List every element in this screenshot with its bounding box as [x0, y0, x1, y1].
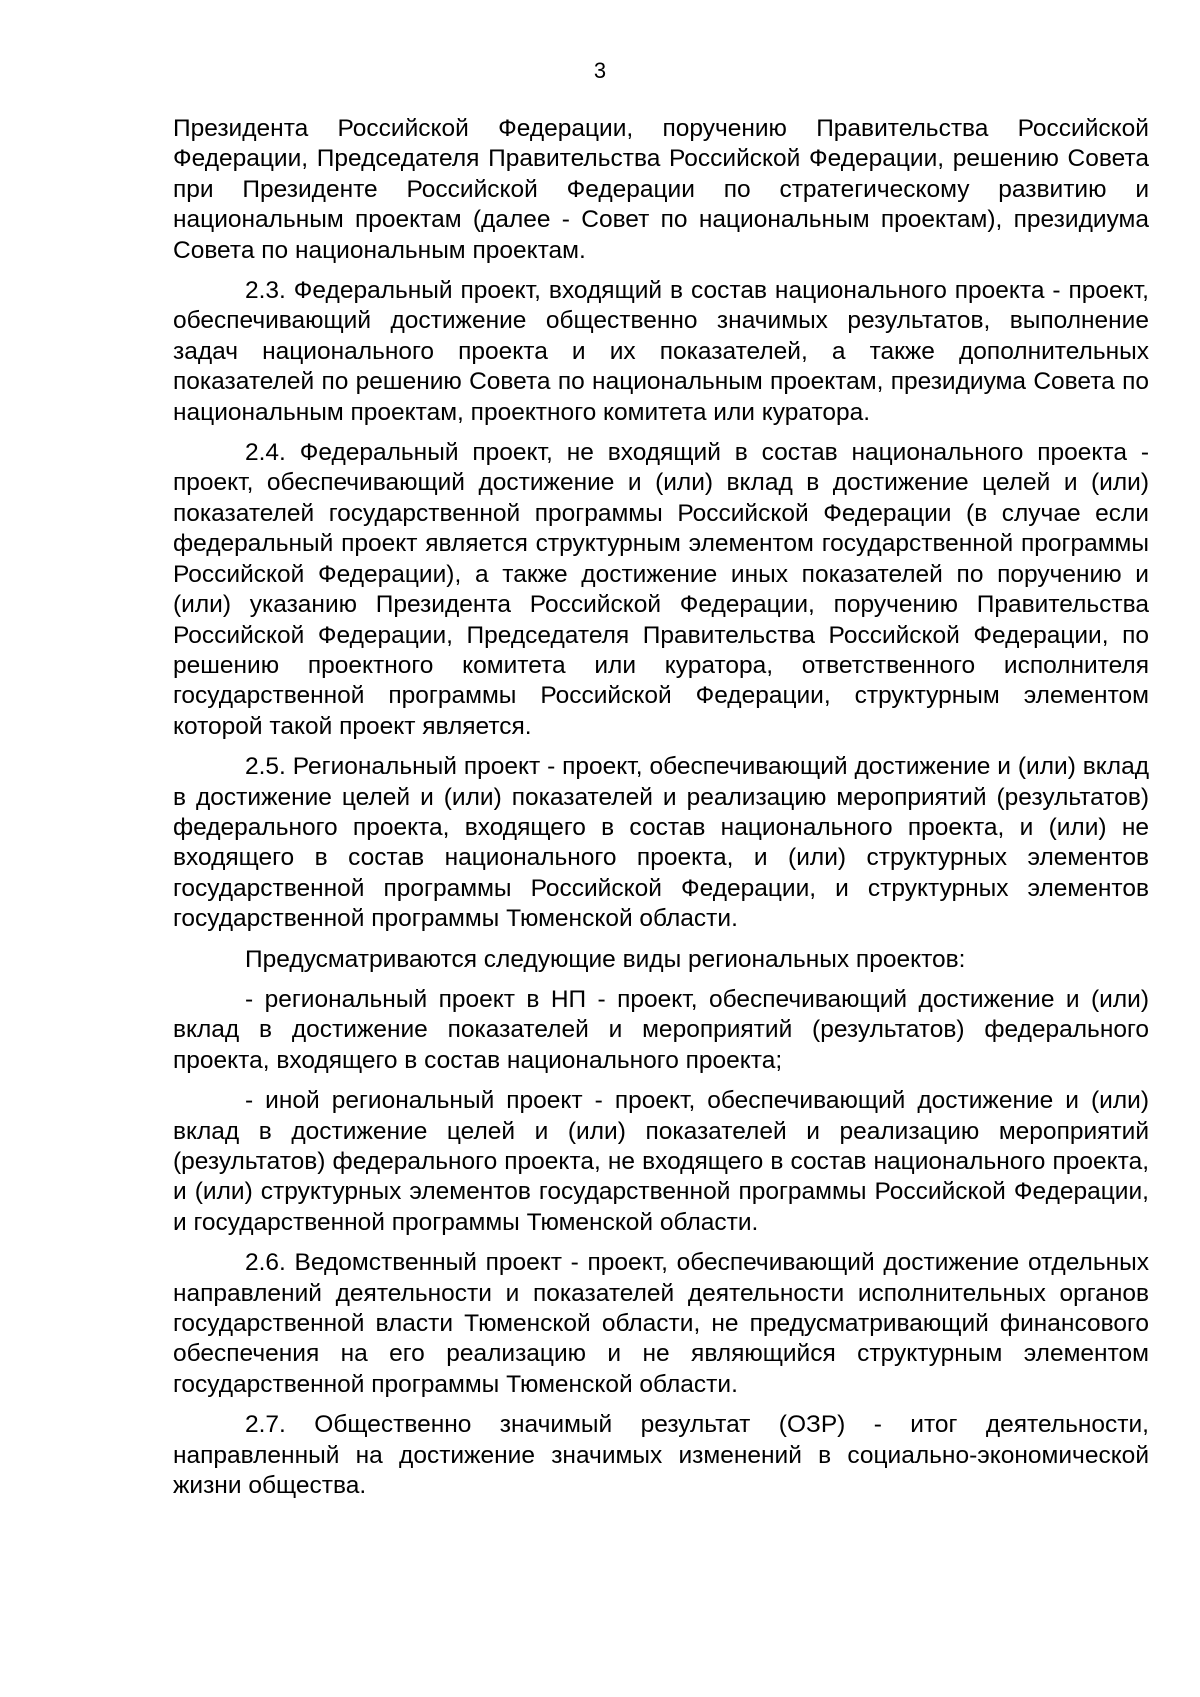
paragraph-2-3: 2.3. Федеральный проект, входящий в состав национального проекта - проект, обеспечивающий достижение общественно значимых результатов, выполнение задач национального проекта и их показателей, а также дополнительных показателей по решению Совета по национальным проектам, президиума Совета по национальным проектам, проектного комитета или куратора.	[173, 277, 1149, 426]
paragraph-project-type-other: - иной региональный проект - проект, обеспечивающий достижение и (или) вклад в достижение целей и (или) показателей и реализацию мероприятий (результатов) федерального проекта, не входящего в состав национального проекта, и (или) структурных элементов государственной программы Российской Федерации, и государственной программы Тюменской области.	[173, 1087, 1149, 1236]
paragraph-continuation: Президента Российской Федерации, поручению Правительства Российской Федерации, Председателя Правительства Российской Федерации, решению Совета при Президенте Российской Федерации по стратегическому развитию и национальным проектам (далее - Совет по национальным проектам), президиума Совета по национальным проектам.	[173, 115, 1149, 264]
paragraph-2-4: 2.4. Федеральный проект, не входящий в состав национального проекта - проект, обеспечивающий достижение и (или) вклад в достижение целей и (или) показателей государственной программы Российской Федерации (в случае если федеральный проект является структурным элементом государственной программы Российской Федерации), а также достижение иных показателей по поручению и (или) указанию Президента Российской Федерации, поручению Правительства Российской Федерации, Председателя Правительства Российской Федерации, по решению проектного комитета или куратора, ответственного исполнителя государственной программы Российской Федерации, структурным элементом которой такой проект является.	[173, 439, 1149, 740]
paragraph-project-type-np: - региональный проект в НП - проект, обеспечивающий достижение и (или) вклад в достижение показателей и мероприятий (результатов) федерального проекта, входящего в состав национального проекта;	[173, 985, 1149, 1074]
paragraph-project-types: Предусматриваются следующие виды региональных проектов:	[245, 945, 966, 973]
paragraph-2-7: 2.7. Общественно значимый результат (ОЗР) - итог деятельности, направленный на достижение значимых изменений в социально-экономической жизни общества.	[173, 1411, 1149, 1500]
page-number: 3	[593, 58, 607, 83]
document-body	[173, 114, 1149, 1511]
paragraph-2-6: 2.6. Ведомственный проект - проект, обеспечивающий достижение отдельных направлений деятельности и показателей деятельности исполнительных органов государственной власти Тюменской области, не предусматривающий финансового обеспечения на его реализацию и не являющийся структурным элементом государственной программы Тюменской области.	[173, 1249, 1149, 1398]
paragraph-2-5: 2.5. Региональный проект - проект, обеспечивающий достижение и (или) вклад в достижение целей и (или) показателей и реализацию мероприятий (результатов) федерального проекта, входящего в состав национального проекта, и (или) не входящего в состав национального проекта, и (или) структурных элементов государственной программы Российской Федерации, и структурных элементов государственной программы Тюменской области.	[173, 753, 1149, 933]
